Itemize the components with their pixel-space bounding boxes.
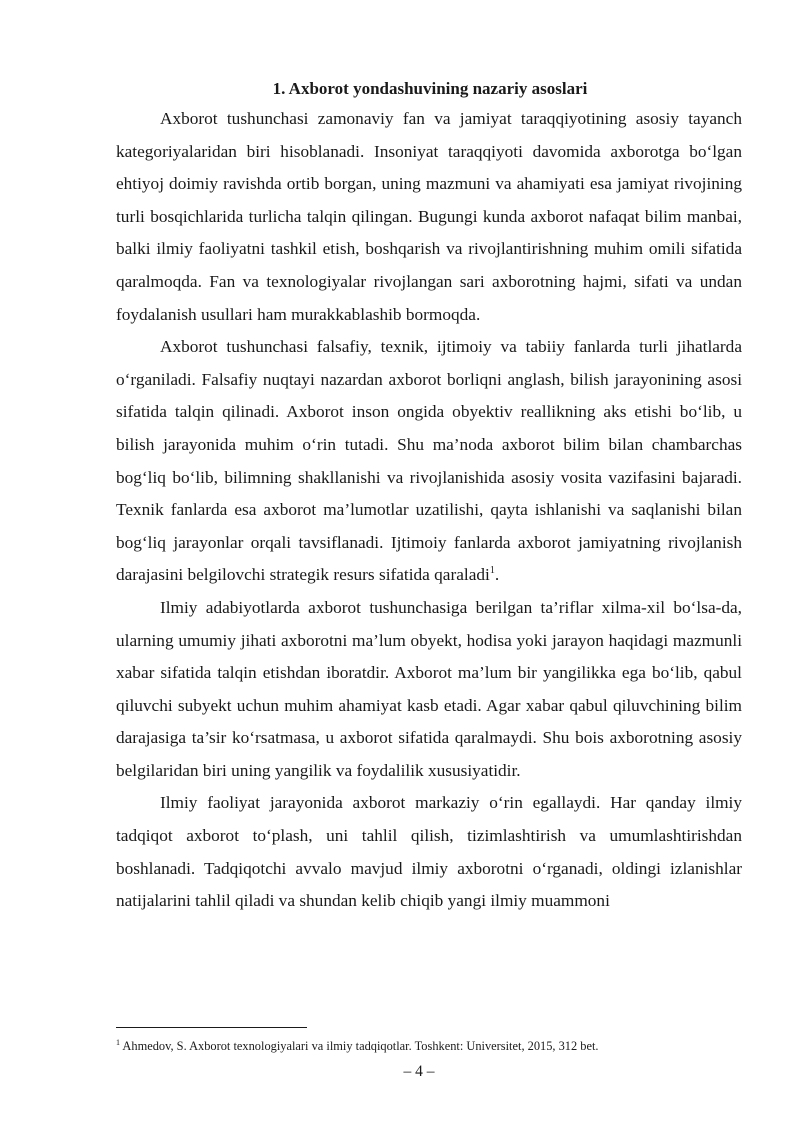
paragraph-3 [116, 592, 742, 788]
paragraph-2-text: Axborot tushunchasi falsafiy, texnik, ijtimoiy va tabiiy fanlarda turli jihatlarda o‘rganiladi. Falsafiy nuqtayi nazardan axborot borliqni anglash, bilish jarayonining asosi sifatida talqin qilinadi. Axborot inson ongida obyektiv reallikning aks etishi bo‘lib, u bilish jarayonida muhim o‘rin tutadi. Shu ma’noda axborot bilim bilan chambarchas bog‘liq bo‘lib, bilimning shakllanishi va rivojlanishida asosiy vosita vazifasini bajaradi. Texnik fanlarda esa axborot ma’lumotlar uzatilishi, qayta ishlanishi va saqlanishi bilan bog‘liq jarayonlar orqali tavsiflanadi. Ijtimoiy fanlarda axborot jamiyatning rivojlanish darajasini belgilovchi strategik resurs sifatida qaraladi [116, 337, 742, 585]
footnote-mark: 1 [116, 1037, 120, 1047]
paragraph-4 [116, 787, 742, 917]
paragraph-1 [116, 103, 742, 331]
paragraph-1-text: Axborot tushunchasi zamonaviy fan va jamiyat taraqqiyotining asosiy tayanch kategoriyalaridan biri hisoblanadi. Insoniyat taraqqiyoti davomida axborotga bo‘lgan ehtiyoj doimiy ravishda ortib borgan, uning mazmuni va ahamiyati esa jamiyat rivojining turli bosqichlarida turlicha talqin qilingan. Bugungi kunda axborot nafaqat bilim manbai, balki ilmiy faoliyatni tashkil etish, boshqarish va rivojlantirishning muhim omili sifatida qaralmoqda. Fan va texnologiyalar rivojlangan sari axborotning hajmi, sifati va undan foydalanish usullari ham murakkablashib bormoqda. [116, 109, 742, 324]
paragraph-2 [116, 331, 742, 592]
footnote-reference[interactable]: 1 [489, 565, 495, 577]
footnote-divider [116, 1027, 307, 1028]
paragraph-4-text: Ilmiy faoliyat jarayonida axborot markaziy o‘rin egallaydi. Har qanday ilmiy tadqiqot axborot to‘plash, uni tahlil qilish, tizimlashtirish va umumlashtirishdan boshlanadi. Tadqiqotchi avvalo mavjud ilmiy axborotni o‘rganadi, oldingi izlanishlar natijalarini tahlil qiladi va shundan kelib chiqib yangi ilmiy muammoni [116, 793, 742, 911]
paragraph-2-end: . [494, 565, 500, 585]
page-number: – 4 – [403, 1063, 435, 1080]
body-text [116, 103, 742, 918]
footnote-text: Ahmedov, S. Axborot texnologiyalari va ilmiy tadqiqotlar. Toshkent: Universitet, 2015, 312 bet. [122, 1039, 599, 1053]
paragraph-3-text: Ilmiy adabiyotlarda axborot tushunchasiga berilgan ta’riflar xilma-xil bo‘lsa-da, ularning umumiy jihati axborotni ma’lum obyekt, hodisa yoki jarayon haqidagi mazmunli xabar sifatida talqin etishdan iboratdir. Axborot ma’lum bir yangilikka ega bo‘lib, qabul qiluvchi subyekt uchun muhim ahamiyat kasb etadi. Agar xabar qabul qiluvchining bilim darajasiga ta’sir ko‘rsatmasa, u axborot sifatida qaralmaydi. Shu bois axborotning asosiy belgilaridan biri uning yangilik va foydalilik xususiyatidir. [116, 597, 742, 780]
section-title: 1. Axborot yondashuvining nazariy asoslari [272, 79, 588, 98]
footnote [116, 1038, 756, 1054]
